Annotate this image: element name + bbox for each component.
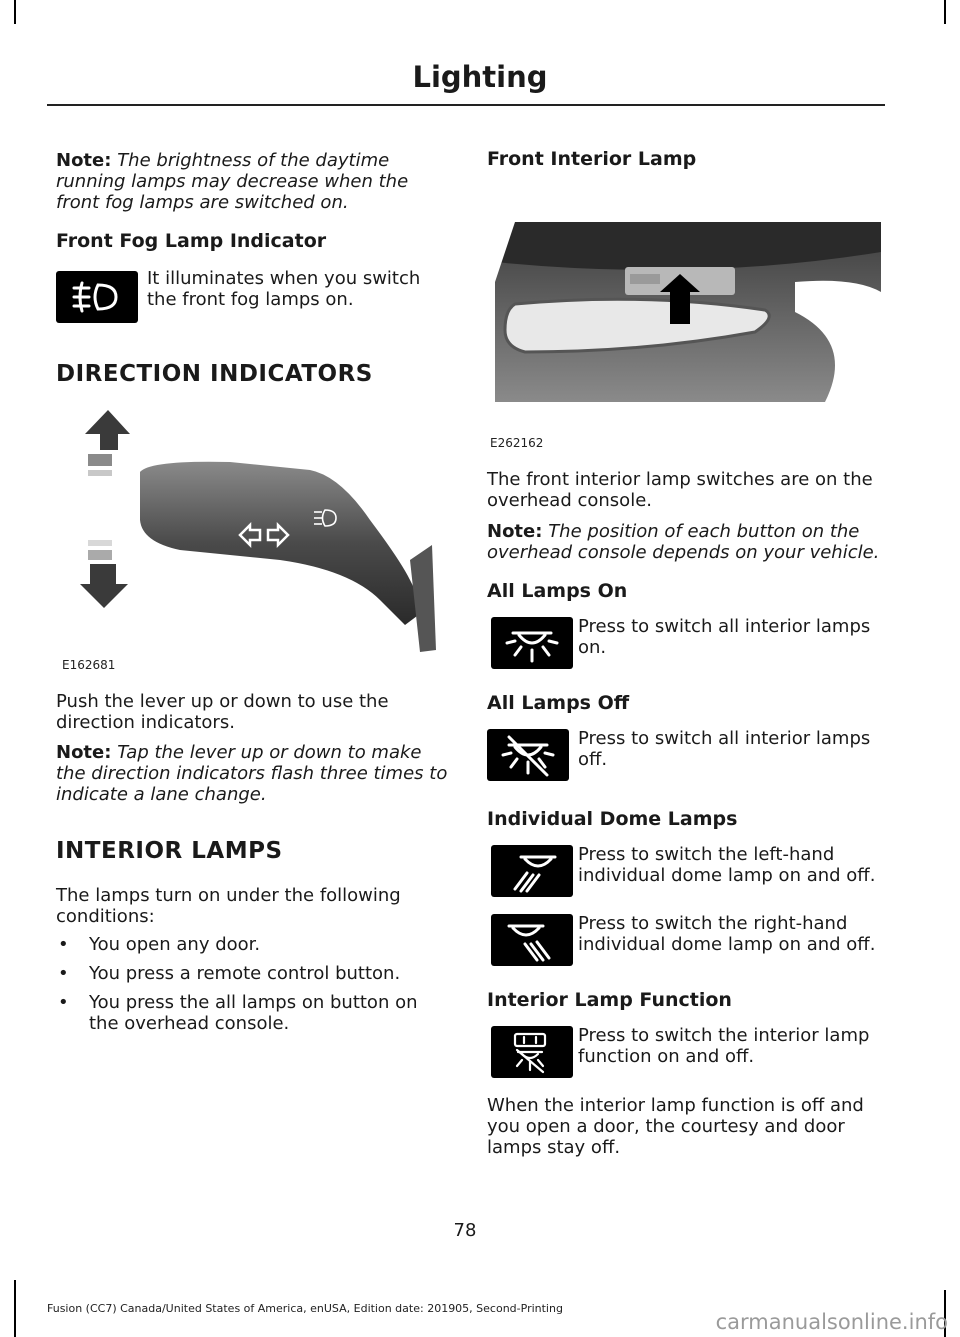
note-daytime-running	[56, 150, 451, 213]
fog-lamp-heading: Front Fog Lamp Indicator	[56, 230, 327, 252]
individual-dome-heading: Individual Dome Lamps	[487, 808, 738, 830]
note-lane-change	[56, 742, 451, 805]
interior-lamp-function-heading: Interior Lamp Function	[487, 989, 732, 1011]
note-text: The brightness of the daytime running lamps may decrease when the front fog lamps are switched on.	[56, 150, 409, 213]
crop-mark-top-right	[944, 0, 946, 24]
all-lamps-on-heading: All Lamps On	[487, 580, 628, 602]
list-item: • You open any door.	[56, 934, 446, 955]
all-lamps-on-icon	[491, 617, 573, 669]
left-dome-lamp-icon	[491, 845, 573, 897]
note-text: The position of each button on the overhead console depends on your vehicle.	[487, 521, 880, 563]
crop-mark-top-left	[14, 0, 16, 24]
page-number: 78	[453, 1220, 477, 1241]
note-label: Note:	[56, 150, 112, 171]
lever-figure-label: E162681	[62, 658, 116, 672]
fog-lamp-text: It illuminates when you switch the front fog lamps on.	[147, 268, 421, 310]
header-divider	[47, 104, 885, 106]
list-item: • You press the all lamps on button on the overhead console.	[56, 992, 446, 1034]
note-label: Note:	[56, 742, 112, 763]
condition-list	[56, 934, 446, 1042]
interior-intro: The lamps turn on under the following conditions:	[56, 885, 401, 927]
note-label: Note:	[487, 521, 543, 542]
interior-lamps-heading: INTERIOR LAMPS	[56, 838, 283, 864]
dome-left-text: Press to switch the left-hand individual dome lamp on and off.	[578, 844, 876, 886]
crop-mark-bottom-left	[14, 1280, 16, 1337]
note-text: Tap the lever up or down to make the direction indicators flash three times to indicate a lane change.	[56, 742, 448, 805]
front-interior-heading: Front Interior Lamp	[487, 148, 697, 170]
page-title: Lighting	[412, 60, 548, 94]
list-item: • You press a remote control button.	[56, 963, 446, 984]
direction-lever-illustration	[80, 410, 440, 660]
all-lamps-off-heading: All Lamps Off	[487, 692, 630, 714]
all-lamps-on-text: Press to switch all interior lamps on.	[578, 616, 871, 658]
note-button-position	[487, 521, 882, 563]
dome-right-text: Press to switch the right-hand individual dome lamp on and off.	[578, 913, 876, 955]
function-paragraph: When the interior lamp function is off and you open a door, the courtesy and door lamps stay off.	[487, 1095, 864, 1158]
console-figure-label: E262162	[490, 436, 544, 450]
all-lamps-off-text: Press to switch all interior lamps off.	[578, 728, 871, 770]
front-interior-text: The front interior lamp switches are on the overhead console.	[487, 469, 873, 511]
direction-indicators-heading: DIRECTION INDICATORS	[56, 361, 373, 387]
overhead-console-illustration	[495, 222, 881, 402]
edition-footer: Fusion (CC7) Canada/United States of America, enUSA, Edition date: 201905, Second-Printing	[47, 1302, 563, 1315]
direction-text: Push the lever up or down to use the direction indicators.	[56, 691, 389, 733]
interior-lamp-function-icon	[491, 1026, 573, 1078]
function-text: Press to switch the interior lamp function on and off.	[578, 1025, 870, 1067]
right-dome-lamp-icon	[491, 914, 573, 966]
watermark: carmanualsonline.info	[715, 1310, 948, 1334]
all-lamps-off-icon	[487, 729, 569, 781]
front-fog-lamp-icon	[56, 271, 138, 323]
